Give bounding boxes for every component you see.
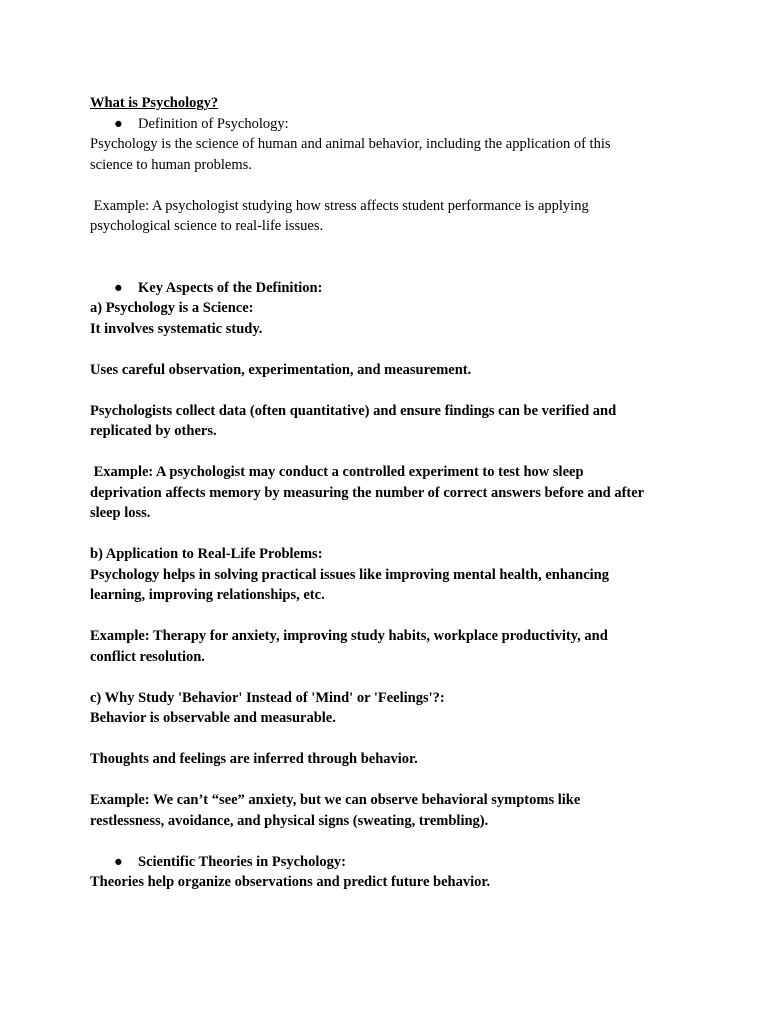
document-title: What is Psychology?	[90, 95, 219, 111]
bullet-theories	[90, 852, 690, 873]
section-b-heading: b) Application to Real-Life Problems:	[90, 546, 323, 562]
example-text-line: psychological science to real-life issues.	[90, 218, 324, 234]
section-a-example-line: deprivation affects memory by measuring the number of correct answers before and after	[90, 484, 645, 501]
section-b-text-line: Psychology helps in solving practical issues like improving mental health, enhancing	[90, 566, 609, 583]
section-c-example-line: Example: We can’t “see” anxiety, but we can observe behavioral symptoms like	[90, 792, 581, 808]
section-a-example-line: sleep loss.	[90, 505, 151, 521]
theories-heading: Scientific Theories in Psychology:	[138, 853, 346, 870]
section-c-text-line: Thoughts and feelings are inferred through behavior.	[90, 751, 418, 767]
section-a-text-line: Psychologists collect data (often quantitative) and ensure findings can be verified and	[90, 402, 617, 419]
section-a-example-line: Example: A psychologist may conduct a controlled experiment to test how sleep	[90, 464, 584, 480]
blank-line	[90, 257, 690, 278]
blank-line	[90, 237, 690, 258]
blank-line	[90, 729, 690, 750]
blank-line	[90, 667, 690, 688]
bullet-icon: ●	[114, 279, 123, 296]
blank-line	[90, 770, 690, 791]
section-a-text-line: Uses careful observation, experimentation, and measurement.	[90, 361, 472, 378]
section-c-example-line: restlessness, avoidance, and physical signs (sweating, trembling).	[90, 812, 489, 829]
section-b-text-line: learning, improving relationships, etc.	[90, 587, 325, 603]
blank-line	[90, 175, 690, 196]
section-b-example-line: conflict resolution.	[90, 648, 205, 665]
theories-text-line: Theories help organize observations and predict future behavior.	[90, 874, 491, 890]
section-a-heading: a) Psychology is a Science:	[90, 300, 254, 316]
blank-line	[90, 524, 690, 545]
section-c-heading: c) Why Study 'Behavior' Instead of 'Mind' or 'Feelings'?:	[90, 689, 445, 706]
section-a-text-line: replicated by others.	[90, 423, 217, 439]
section-c-text-line: Behavior is observable and measurable.	[90, 710, 336, 726]
definition-text-line: Psychology is the science of human and animal behavior, including the application of this	[90, 136, 611, 152]
bullet-icon: ●	[114, 853, 123, 870]
bullet-definition	[90, 114, 690, 135]
document-page	[90, 93, 690, 893]
section-b-example-line: Example: Therapy for anxiety, improving study habits, workplace productivity, and	[90, 628, 608, 644]
blank-line	[90, 606, 690, 627]
definition-text-line: science to human problems.	[90, 156, 252, 173]
blank-line	[90, 831, 690, 852]
definition-heading: Definition of Psychology:	[138, 115, 289, 132]
blank-line	[90, 339, 690, 360]
bullet-icon: ●	[114, 115, 123, 132]
key-aspects-heading: Key Aspects of the Definition:	[138, 279, 323, 296]
blank-line	[90, 380, 690, 401]
example-text-line: Example: A psychologist studying how stress affects student performance is applying	[90, 197, 589, 214]
bullet-key-aspects	[90, 278, 690, 299]
blank-line	[90, 442, 690, 463]
section-a-text-line: It involves systematic study.	[90, 320, 263, 337]
